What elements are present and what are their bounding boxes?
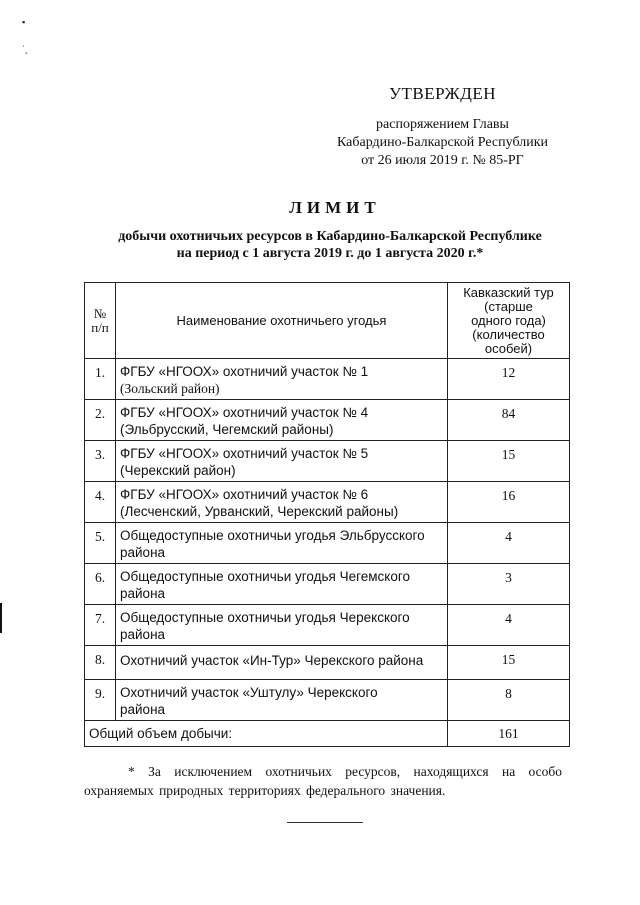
total-label: Общий объем добычи: (85, 721, 448, 747)
row-value: 84 (448, 400, 570, 441)
row-name-line-1: ФГБУ «НГООХ» охотничий участок № 1 (120, 364, 369, 379)
header-value-line-4: (количество (472, 327, 545, 342)
table-row (85, 400, 570, 441)
row-value: 12 (448, 359, 570, 400)
row-value: 15 (448, 441, 570, 482)
row-num: 4. (85, 482, 116, 523)
row-value: 8 (448, 680, 570, 721)
row-name (116, 564, 448, 605)
scan-specks: ▪ ˙˛ (22, 17, 28, 54)
row-name-line-1: ФГБУ «НГООХ» охотничий участок № 6 (120, 487, 369, 502)
end-separator (287, 822, 363, 823)
row-name-line-2: района (120, 627, 166, 642)
row-name (116, 646, 448, 680)
document-subtitle (60, 228, 600, 262)
subtitle-line-1: добычи охотничьих ресурсов в Кабардино-Балкарской Республике (118, 229, 542, 244)
table-row (85, 359, 570, 400)
row-num: 1. (85, 359, 116, 400)
header-num-line-1: № (93, 305, 107, 321)
table-row (85, 680, 570, 721)
row-name (116, 605, 448, 646)
table-total-row (85, 721, 570, 747)
row-name-line-1: Общедоступные охотничьи угодья Черекского (120, 610, 410, 625)
header-value (448, 283, 570, 359)
table-row (85, 646, 570, 680)
table-header-row (85, 283, 570, 359)
approval-line-2: Кабардино-Балкарской Республики (337, 135, 548, 150)
table-row (85, 523, 570, 564)
row-name-line-1: Общедоступные охотничьи угодья Чегемского (120, 569, 410, 584)
row-name (116, 680, 448, 721)
approval-line-1: распоряжением Главы (376, 117, 509, 132)
row-name-line-2: (Черекский район) (120, 463, 236, 478)
row-num: 5. (85, 523, 116, 564)
limit-table (84, 282, 570, 747)
table-row (85, 605, 570, 646)
row-name-line-2: района (120, 545, 166, 560)
row-num: 9. (85, 680, 116, 721)
row-num: 8. (85, 646, 116, 680)
document-heading: ЛИМИТ (289, 198, 381, 217)
row-value: 3 (448, 564, 570, 605)
approval-title: УТВЕРЖДЕН (389, 84, 496, 103)
row-value: 4 (448, 523, 570, 564)
total-value: 161 (448, 721, 570, 747)
approval-line-3: от 26 июля 2019 г. № 85-РГ (361, 153, 524, 168)
row-name-line-1: Общедоступные охотничьи угодья Эльбрусского (120, 528, 425, 543)
header-value-line-5: особей) (484, 341, 533, 356)
row-name-line-1: ФГБУ «НГООХ» охотничий участок № 5 (120, 446, 369, 461)
row-name-line-2: района (120, 702, 166, 717)
row-name-line-1: ФГБУ «НГООХ» охотничий участок № 4 (120, 405, 369, 420)
table-row (85, 564, 570, 605)
row-value: 16 (448, 482, 570, 523)
row-value: 15 (448, 646, 570, 680)
header-value-line-1: Кавказский тур (463, 285, 554, 300)
row-name-line-1: Охотничий участок «Уштулу» Черекского (120, 685, 378, 700)
row-num: 3. (85, 441, 116, 482)
header-name: Наименование охотничьего угодья (116, 283, 448, 359)
header-num-line-2: п/п (91, 319, 109, 335)
subtitle-line-2: на период с 1 августа 2019 г. до 1 августа 2020 г.* (176, 246, 484, 261)
row-name-line-2: (Эльбрусский, Чегемский районы) (120, 422, 334, 437)
row-name-line-2: района (120, 586, 166, 601)
row-name-line-2: (Зольский район) (120, 381, 220, 396)
table-row (85, 441, 570, 482)
row-name (116, 400, 448, 441)
row-name (116, 482, 448, 523)
row-name (116, 359, 448, 400)
scan-edge-mark (0, 603, 2, 633)
header-num (85, 283, 116, 359)
row-num: 7. (85, 605, 116, 646)
row-value: 4 (448, 605, 570, 646)
header-value-line-2: (старше (484, 299, 533, 314)
row-name-line-2: (Лесченский, Урванский, Черекский районы) (120, 504, 399, 519)
row-name (116, 523, 448, 564)
row-num: 6. (85, 564, 116, 605)
row-num: 2. (85, 400, 116, 441)
header-value-line-3: одного года) (471, 313, 546, 328)
row-name-line-1: Охотничий участок «Ин-Тур» Черекского района (120, 653, 424, 668)
table-row (85, 482, 570, 523)
row-name (116, 441, 448, 482)
footnote: * За исключением охотничьих ресурсов, находящихся на особо охраняемых природных территориях федерального значения. (84, 764, 562, 798)
